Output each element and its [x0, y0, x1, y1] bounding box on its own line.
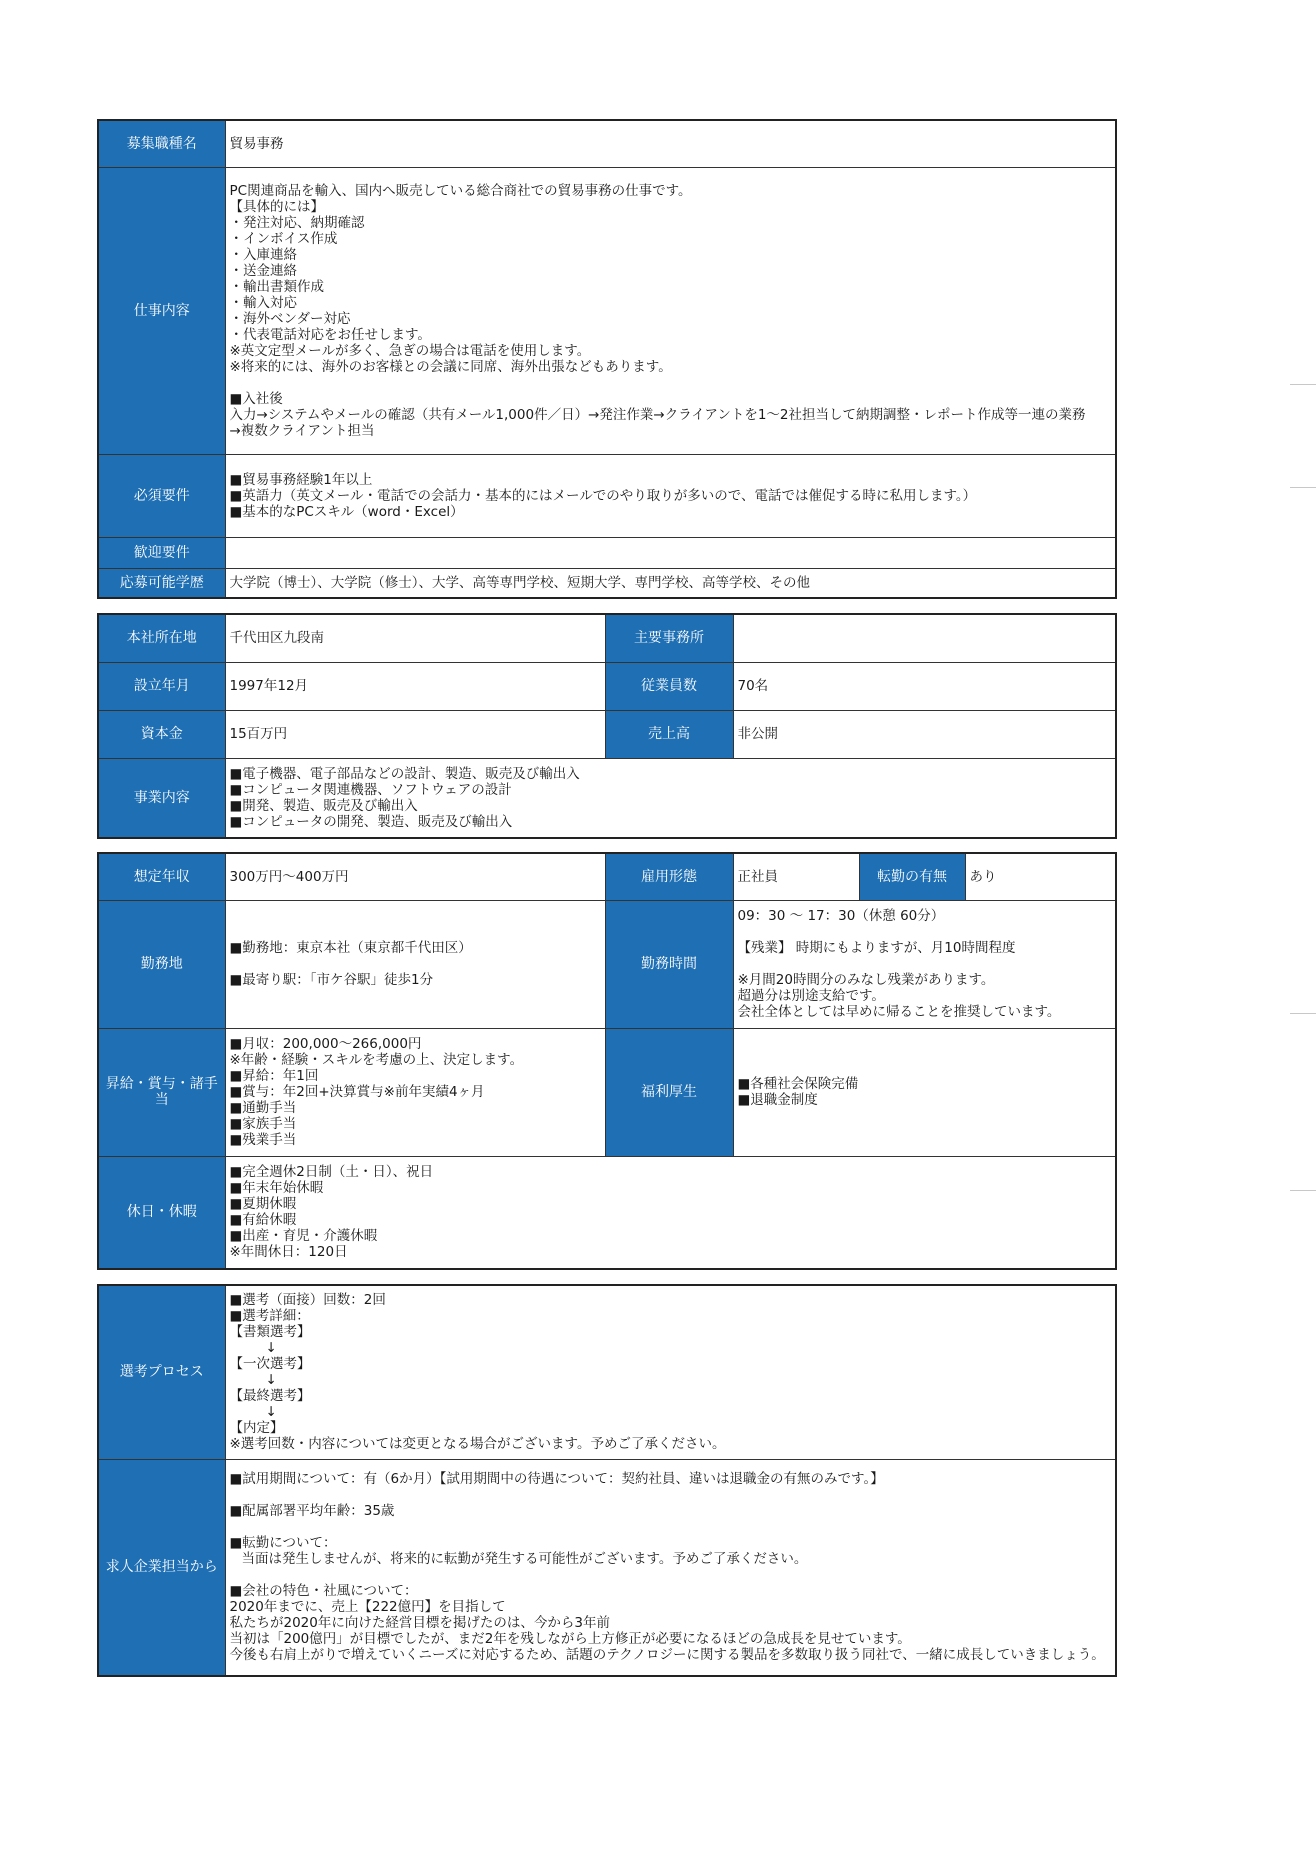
- job-duties-row: [98, 167, 1116, 454]
- founded-value: 1997年12月: [225, 662, 605, 710]
- pay-value: [225, 1028, 605, 1156]
- message-line: 当初は「200億円」が目標でしたが、まだ2年を残しながら上方修正が必要になるほどの急成長を見せています。: [229, 1631, 911, 1648]
- duties-line: ・送金連絡: [229, 262, 297, 279]
- scan-edge-mark: [1290, 384, 1316, 385]
- duties-line: PC関連商品を輸入、国内へ販売している総合商社での貿易事務の仕事です。: [229, 182, 692, 199]
- job-info-table: [97, 119, 1117, 599]
- message-row: [98, 1459, 1116, 1676]
- required-line: ■基本的なPCスキル（word・Excel）: [229, 503, 464, 520]
- holiday-line: ■年末年始休暇: [229, 1180, 324, 1197]
- pay-line: ■残業手当: [229, 1132, 297, 1148]
- capital-value: 15百万円: [225, 710, 605, 758]
- scan-edge-mark: [1290, 487, 1316, 488]
- business-line: ■コンピュータ関連機器、ソフトウェアの設計: [229, 781, 512, 798]
- duties-line: ・輸出書類作成: [229, 278, 324, 295]
- holiday-row: [98, 1156, 1116, 1269]
- hours-line: 【残業】 時期にもよりますが、月10時間程度: [737, 940, 1016, 956]
- holiday-value: [225, 1156, 1116, 1269]
- office-value: [733, 614, 1116, 662]
- message-label: 求人企業担当から: [98, 1459, 225, 1676]
- holiday-line: ■出産・育児・介護休暇: [229, 1228, 378, 1245]
- salary-value: 300万円～400万円: [225, 853, 605, 900]
- job-title-value: 貿易事務: [225, 120, 1116, 167]
- message-line: 今後も右肩上がりで増えていくニーズに対応するため、話題のテクノロジーに関する製品を多数取り扱う同社で、一緒に成長していきましょう。: [229, 1647, 1105, 1664]
- hours-line: 会社全体としては早めに帰ることを推奨しています。: [737, 1004, 1061, 1020]
- message-line: [230, 1487, 1112, 1503]
- salary-label: 想定年収: [98, 853, 225, 900]
- duties-line: ・輸入対応: [229, 294, 297, 311]
- holiday-line: ■完全週休2日制（土・日）、祝日: [229, 1164, 434, 1181]
- arrow-down-icon: ↓: [265, 1404, 277, 1421]
- selection-row: [98, 1285, 1116, 1459]
- message-value: [225, 1459, 1116, 1676]
- welcome-row: [98, 537, 1116, 568]
- business-line: ■コンピュータの開発、製造、販売及び輸出入: [229, 813, 513, 830]
- business-line: ■電子機器、電子部品などの設計、製造、販売及び輸出入: [229, 765, 580, 782]
- pay-row: [98, 1028, 1116, 1156]
- job-duties-label: 仕事内容: [98, 167, 225, 454]
- transfer-value: あり: [965, 853, 1116, 900]
- education-label: 応募可能学歴: [98, 568, 225, 598]
- job-title-label: 募集職種名: [98, 120, 225, 167]
- message-line: ■会社の特色・社風について：: [229, 1583, 418, 1600]
- message-line: ■転勤について：: [229, 1535, 337, 1552]
- required-label: 必須要件: [98, 454, 225, 537]
- hours-line: ※月間20時間分のみなし残業があります。: [737, 972, 995, 988]
- pay-line: ■賞与：年2回+決算賞与※前年実績4ヶ月: [229, 1084, 485, 1100]
- pay-line: ■月収：200,000～266,000円: [229, 1036, 422, 1052]
- duties-line: ・代表電話対応をお任せします。: [229, 326, 431, 343]
- holiday-line: ■夏期休暇: [229, 1196, 297, 1213]
- pay-line: ■昇給：年1回: [229, 1068, 319, 1084]
- duties-line: ・入庫連絡: [229, 246, 297, 263]
- selection-line: 【内定】: [229, 1420, 284, 1437]
- founded-label: 設立年月: [98, 662, 225, 710]
- welfare-label: 福利厚生: [605, 1028, 733, 1156]
- hq-row: [98, 614, 1116, 662]
- arrow-down-icon: ↓: [265, 1340, 277, 1357]
- transfer-label: 転勤の有無: [859, 853, 965, 900]
- message-line: [230, 1567, 1112, 1583]
- hours-line: [738, 924, 1112, 940]
- holiday-line: ■有給休暇: [229, 1212, 297, 1229]
- job-duties-value: [225, 167, 1116, 454]
- hours-line: 09：30 ～ 17：30（休憩 60分）: [737, 908, 945, 924]
- location-line: [230, 956, 601, 972]
- selection-label: 選考プロセス: [98, 1285, 225, 1459]
- message-line: ■配属部署平均年齢：35歳: [229, 1503, 395, 1520]
- welcome-value: [225, 537, 1116, 568]
- education-row: [98, 568, 1116, 598]
- selection-value: [225, 1285, 1116, 1459]
- duties-line: ・インボイス作成: [229, 230, 338, 247]
- required-line: ■貿易事務経験1年以上: [229, 471, 373, 488]
- hours-label: 勤務時間: [605, 900, 733, 1028]
- duties-line: ※将来的には、海外のお客様との会議に同席、海外出張などもあります。: [229, 358, 672, 375]
- scan-edge-mark: [1290, 1013, 1316, 1014]
- duties-line: ・発注対応、納期確認: [229, 214, 365, 231]
- capital-label: 資本金: [98, 710, 225, 758]
- business-line: ■開発、製造、販売及び輸出入: [229, 797, 418, 814]
- duties-line: 入力→システムやメールの確認（共有メール1,000件／日）→発注作業→クライアントを1～2社担当して納期調整・レポート作成等一連の業務: [229, 406, 1086, 423]
- required-row: [98, 454, 1116, 537]
- process-table: [97, 1284, 1117, 1677]
- business-row: [98, 758, 1116, 838]
- pay-line: ■通勤手当: [229, 1100, 297, 1116]
- location-line: ■勤務地：東京本社（東京都千代田区）: [229, 940, 472, 956]
- location-value: [225, 900, 605, 1028]
- selection-line: 【書類選考】: [229, 1324, 311, 1341]
- pay-line: ※年齢・経験・スキルを考慮の上、決定します。: [229, 1052, 524, 1068]
- selection-line: ※選考回数・内容については変更となる場合がございます。予めご了承ください。: [229, 1436, 726, 1453]
- duties-line: 【具体的には】: [229, 198, 324, 215]
- holiday-label: 休日・休暇: [98, 1156, 225, 1269]
- holiday-line: ※年間休日：120日: [229, 1244, 348, 1261]
- selection-line: 【一次選考】: [229, 1356, 311, 1373]
- selection-line: ■選考（面接）回数：2回: [229, 1292, 386, 1309]
- founded-row: [98, 662, 1116, 710]
- job-title-row: [98, 120, 1116, 167]
- pay-label: 昇給・賞与・諸手当: [98, 1028, 225, 1156]
- hours-value: [733, 900, 1116, 1028]
- selection-line: ■選考詳細：: [229, 1308, 310, 1325]
- education-value: 大学院（博士）、大学院（修士）、大学、高等専門学校、短期大学、専門学校、高等学校、その他: [225, 568, 1116, 598]
- welfare-value: [733, 1028, 1116, 1156]
- duties-line: ※英文定型メールが多く、急ぎの場合は電話を使用します。: [229, 342, 591, 359]
- duties-line: →複数クライアント担当: [229, 422, 375, 439]
- duties-line: ・海外ベンダー対応: [229, 310, 351, 327]
- location-row: [98, 900, 1116, 1028]
- required-value: [225, 454, 1116, 537]
- scan-edge-mark: [1290, 1190, 1316, 1191]
- employees-value: 70名: [733, 662, 1116, 710]
- location-label: 勤務地: [98, 900, 225, 1028]
- employment-value: 正社員: [733, 853, 859, 900]
- salary-row: [98, 853, 1116, 900]
- location-line: ■最寄り駅：「市ケ谷駅」徒歩1分: [229, 972, 434, 988]
- duties-line: ■入社後: [229, 390, 283, 407]
- company-info-table: [97, 613, 1117, 839]
- hq-value: 千代田区九段南: [225, 614, 605, 662]
- message-line: ■試用期間について：有（6か月）【試用期間中の待遇について：契約社員、違いは退職金の有無のみです。】: [229, 1471, 884, 1488]
- required-line: ■英語力（英文メール・電話での会話力・基本的にはメールでのやり取りが多いので、電話では催促する時に私用します。）: [229, 487, 977, 504]
- sales-label: 売上高: [605, 710, 733, 758]
- sales-value: 非公開: [733, 710, 1116, 758]
- duties-line: [230, 375, 1112, 391]
- capital-row: [98, 710, 1116, 758]
- hours-line: 超過分は別途支給です。: [737, 988, 885, 1004]
- welfare-line: ■退職金制度: [737, 1092, 818, 1108]
- hq-label: 本社所在地: [98, 614, 225, 662]
- business-value: [225, 758, 1116, 838]
- welfare-line: ■各種社会保険完備: [737, 1076, 859, 1092]
- office-label: 主要事務所: [605, 614, 733, 662]
- business-label: 事業内容: [98, 758, 225, 838]
- message-line: [230, 1519, 1112, 1535]
- arrow-down-icon: ↓: [265, 1372, 277, 1389]
- employees-label: 従業員数: [605, 662, 733, 710]
- welcome-label: 歓迎要件: [98, 537, 225, 568]
- selection-line: 【最終選考】: [229, 1388, 311, 1405]
- message-line: 私たちが2020年に向けた経営目標を掲げたのは、今から3年前: [229, 1615, 610, 1632]
- message-line: 当面は発生しませんが、将来的に転勤が発生する可能性がございます。予めご了承ください。: [241, 1551, 808, 1568]
- conditions-table: [97, 852, 1117, 1270]
- employment-label: 雇用形態: [605, 853, 733, 900]
- pay-line: ■家族手当: [229, 1116, 297, 1132]
- hours-line: [738, 956, 1112, 972]
- message-line: 2020年までに、売上【222億円】を目指して: [229, 1599, 506, 1616]
